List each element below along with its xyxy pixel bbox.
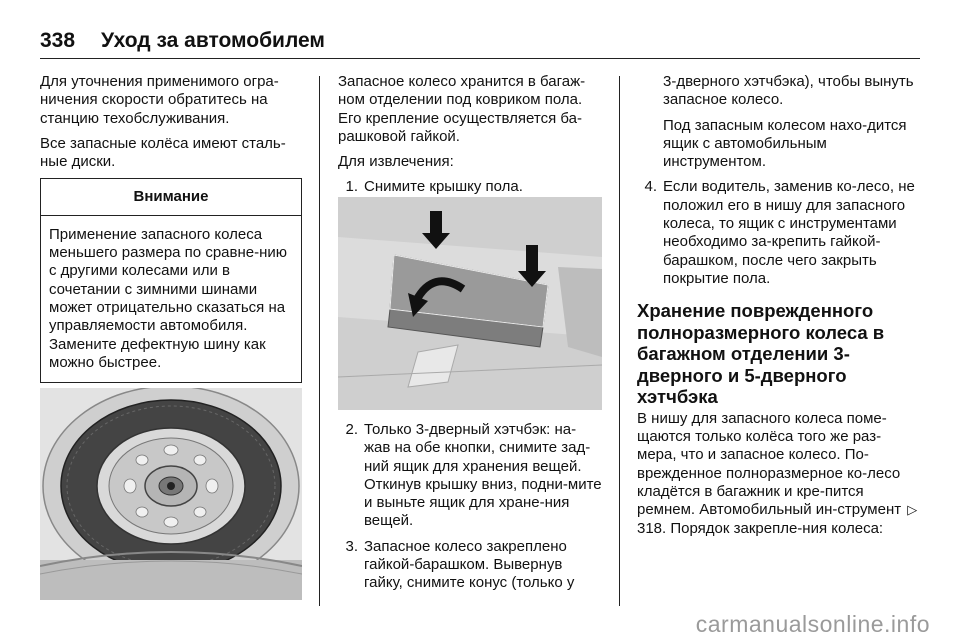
paragraph-storage: Запасное колесо хранится в багаж-ном отделении под ковриком пола. Его крепление осуществляется ба-рашковой гайкой. — [338, 73, 586, 145]
warning-body: Применение запасного колеса меньшего размера по сравне-нию с другими колесами или в сочетании с зимними шинами может отрицательно сказаться на управляемости автомобиля. Замените дефектную шину как можно быстрее. — [49, 225, 288, 371]
watermark: carmanualsonline.info — [695, 611, 930, 637]
step-4-number: 4. — [644, 178, 657, 196]
floor-cover-drawing — [338, 197, 602, 410]
warning-title: Внимание — [41, 179, 301, 215]
column-2 — [338, 73, 602, 204]
step-1-number: 1. — [345, 178, 358, 196]
column-divider-1 — [319, 76, 320, 606]
paragraph-speed-limit: Для уточнения применимого огра-ничения скорости обратитесь на станцию техобслуживания. — [40, 73, 279, 127]
step-3-text: Запасное колесо закреплено гайкой-барашком. Вывернув гайку, снимите конус (только у — [364, 537, 575, 592]
step-4 — [637, 178, 920, 288]
section-heading: Хранение поврежденного полноразмерного колеса в багажном отделении 3-дверного и 5-дверного хэтчбэка — [637, 300, 885, 408]
page-header — [40, 12, 920, 56]
step-2-number: 2. — [345, 421, 358, 438]
header-rule — [40, 58, 920, 59]
spare-wheel-illustration — [40, 388, 302, 600]
step-3 — [338, 538, 602, 593]
chapter-title: Уход за автомобилем — [101, 29, 325, 52]
spare-wheel-drawing — [40, 388, 302, 600]
damaged-wheel-paragraph — [637, 410, 920, 538]
column-1 — [40, 73, 302, 383]
step-1 — [338, 178, 602, 196]
step-2 — [338, 421, 602, 531]
paragraph-removal-intro: Для извлечения: — [338, 153, 454, 171]
step-2-text: Только 3-дверный хэтчбэк: на-жав на обе кнопки, снимите зад-ний ящик для хранения вещей. Откинув крышку вниз, подни-мите и выньте ящик для хране-ния вещей. — [364, 421, 602, 530]
paragraph-steel-rims: Все запасные колёса имеют сталь-ные диски. — [40, 134, 286, 171]
page-number: 338 — [40, 29, 76, 52]
step-1-text: Снимите крышку пола. — [364, 178, 523, 196]
tool-box-note: Под запасным колесом нахо-дится ящик с автомобильным инструментом. — [663, 116, 907, 171]
damaged-wheel-text-end: 318. Порядок закрепле-ния колеса: — [637, 519, 884, 537]
step-4-text: Если водитель, заменив ко-лесо, не положил его в нишу для запасного колеса, то ящик с инструментами необходимо за-крепить гайкой-барашком, после чего закрыть покрытие пола. — [663, 178, 915, 287]
page-reference-icon[interactable]: ▷ — [907, 502, 918, 518]
step-3-continuation: 3-дверного хэтчбэка), чтобы вынуть запасное колесо. — [663, 73, 914, 109]
damaged-wheel-text: В нишу для запасного колеса поме-щаются только колёса того же раз-мера, что и запасное колесо. По-врежденное полноразмерное ко-лесо кладётся в багажник и кре-пится ремнем. Автомобильный ин-струмент — [637, 409, 902, 519]
warning-box — [40, 178, 302, 383]
column-3 — [637, 73, 920, 545]
column-2-lower — [338, 421, 602, 600]
step-3-number: 3. — [345, 537, 358, 555]
column-divider-2 — [619, 76, 620, 606]
floor-cover-illustration — [338, 197, 602, 410]
